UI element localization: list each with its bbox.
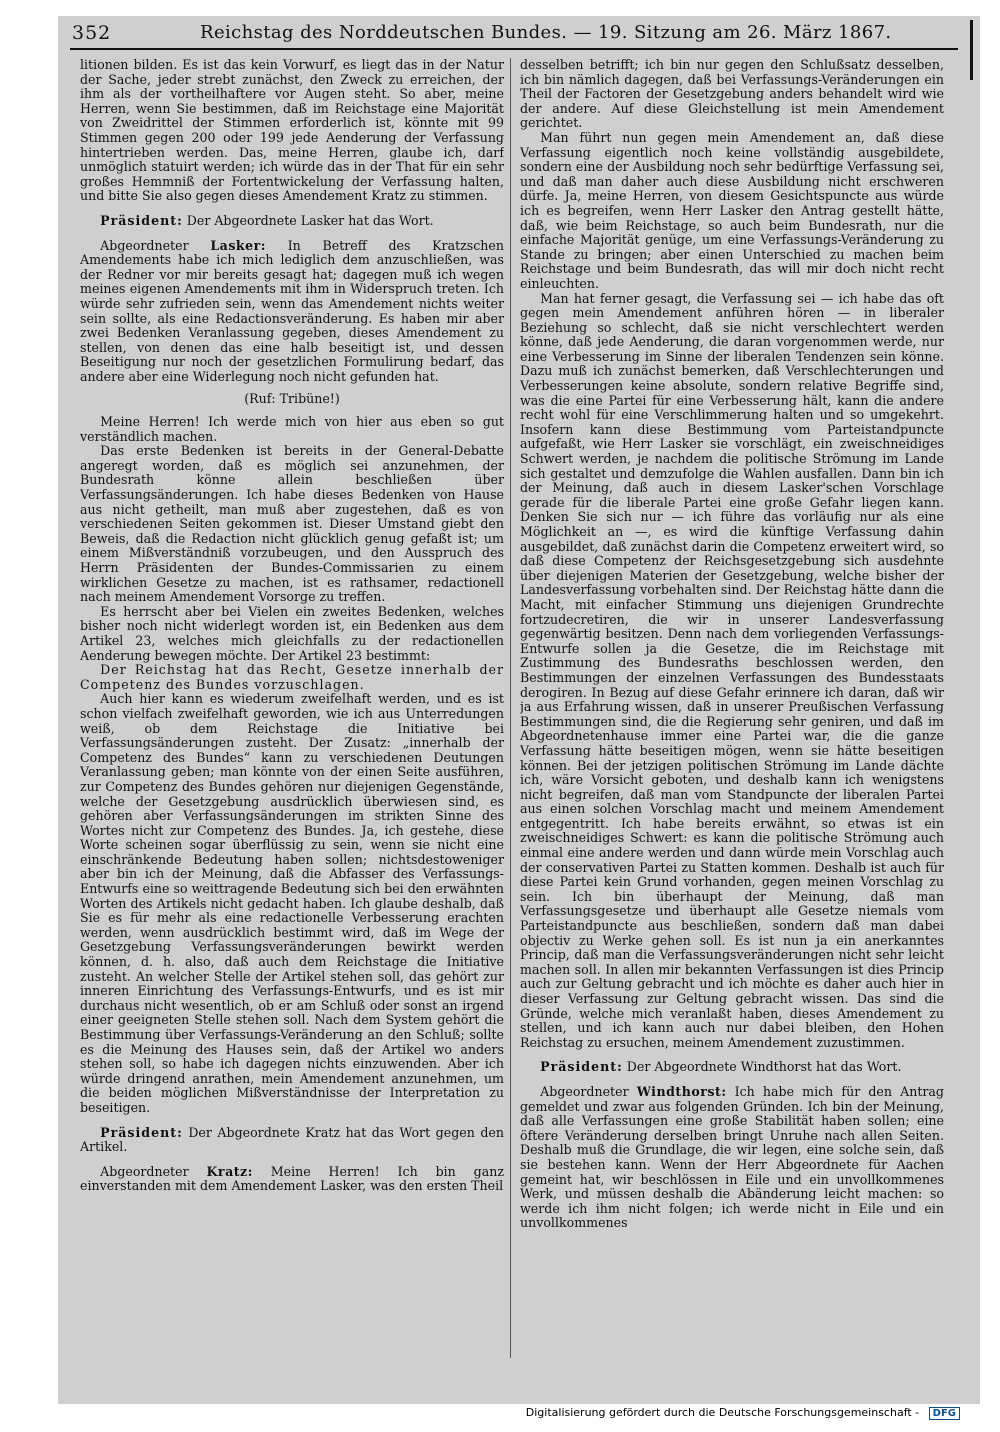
running-title: Reichstag des Norddeutschen Bundes. — 19. Sitzung am 26. März 1867. [200, 22, 892, 43]
speaker-prefix: Abgeordneter [100, 237, 189, 253]
column-divider [510, 58, 511, 1358]
header-rule [70, 48, 958, 50]
dfg-logo-icon: DFG [929, 1407, 960, 1420]
speaker-label: Präsident: [540, 1059, 623, 1075]
president-statement [80, 1126, 504, 1155]
interjection: (Ruf: Tribüne!) [244, 391, 340, 407]
left-column [80, 58, 504, 1378]
paragraph: desselben betrifft; ich bin nur gegen den Schlußsatz desselben, ich bin nämlich dagegen, daß bei Verfassungs-Veränderungen ein Theil der Factoren der Gesetzgebung anders behandelt wird wie der andere. Auf diese Gleichstellung ist mein Amendement gerichtet. [520, 58, 944, 131]
paragraph: Man führt nun gegen mein Amendement an, daß diese Verfassung eigentlich noch keine vollständig ausgebildete, sondern eine der Ausbildung noch sehr bedürftige Verfassung sei, und daß man daher auch diese Ausbildung nicht erschweren dürfe. Ja, meine Herren, von diesem Gesichtspuncte aus würde ich es begreifen, wenn Herr Lasker den Antrag gestellt hätte, daß, wie beim Reichstage, so auch beim Bundesrath, nur die einfache Majorität genüge, um eine Verfassungs-Veränderung zu Stande zu bringen; aber einen Unterschied zu machen beim Reichstage und beim Bundesrath, das will mir doch nicht recht einleuchten. [520, 129, 944, 291]
statement-text: Der Abgeordnete Kratz hat das Wort gegen den Artikel. [80, 1124, 504, 1155]
speaker-name: Windthorst: [636, 1083, 727, 1099]
page-number: 352 [72, 22, 112, 44]
speech-text: Meine Herren! Ich bin ganz einverstanden mit dem Amendement Lasker, was den ersten Theil [80, 1163, 504, 1194]
paragraph: Meine Herren! Ich werde mich von hier aus eben so gut verständlich machen. [80, 414, 504, 444]
right-column [520, 58, 944, 1378]
paragraph: litionen bilden. Es ist das kein Vorwurf, es liegt das in der Natur der Sache, jeder strebt zunächst, den Zweck zu erreichen, der ihm als der vortheilhaftere vor Augen steht. So aber, meine Herren, wenn Sie bestimmen, daß im Reichstage eine Majorität von Zweidrittel der Stimmen erforderlich ist, könnte mit 99 Stimmen gegen 200 oder 199 jede Aenderung der Verfassung hintertrieben werden. Das, meine Herren, glaube ich, darf unmöglich statuirt werden; ich würde das in der That für ein sehr großes Hemmniß der Fortentwickelung der Verfassung halten, und bitte Sie also gegen dieses Amendement Kratz zu stimmen. [80, 58, 504, 204]
credit-text: Digitalisierung gefördert durch die Deutsche Forschungsgemeinschaft - [525, 1406, 920, 1419]
speaker-label: Präsident: [100, 212, 183, 228]
paragraph: Das erste Bedenken ist bereits in der General-Debatte angeregt worden, daß es möglich sei anzunehmen, der Bundesrath könne allein beschließen über Verfassungsänderungen. Ich habe dieses Bedenken von Hause aus nicht getheilt, man muß aber zugestehen, daß es von verschiedenen Seiten gekommen ist. Dieser Umstand giebt den Beweis, daß die Redaction nicht glücklich genug gefaßt ist; um einem Mißverständniß vorzubeugen, und den Ausspruch des Herrn Präsidenten der Bundes-Commissarien zu einem wirklichen Gesetze zu machen, ist es rathsamer, redactionell nach meinem Amendement Vorsorge zu treffen. [80, 443, 504, 605]
speech-paragraph [520, 1085, 944, 1231]
president-statement [80, 214, 504, 229]
speech-text: In Betreff des Kratzschen Amendements habe ich mich lediglich dem anzuschließen, was der Redner vor mir bereits gesagt hat; dagegen muß ich wegen meines eigenen Amendements mit ihm in Widerspruch treten. Ich würde sehr zufrieden sein, wenn das Amendement nichts weiter sein sollte, als eine Redactionsveränderung. Es haben mir aber zwei Bedenken Veranlassung gegeben, dieses Amendement zu stellen, von denen das eine halb beseitigt ist, und dessen Beseitigung nur noch der gesetzlichen Formulirung bedarf, das andere aber eine Widerlegung noch nicht gefunden hat. [80, 237, 504, 384]
page-edge-mark [970, 20, 973, 80]
speech-text: Ich habe mich für den Antrag gemeldet und zwar aus folgenden Gründen. Ich bin der Meinung, daß alle Verfassungen eine große Stabilität haben sollen; eine öftere Veränderung derselben bringt Unruhe nach allen Seiten. Deshalb muß die Grundlage, die wir legen, eine solche sein, daß sie bestehen kann. Wenn der Herr Abgeordnete für Aachen gemeint hat, wir beschlössen in Eile und ein unvollkommenes Werk, und müssen deshalb die Abänderung leicht machen: so werde ich ihm nicht folgen; ich werde nicht in Eile und ein unvollkommenes [520, 1083, 944, 1231]
speaker-prefix: Abgeordneter [100, 1163, 189, 1179]
digitization-credit [526, 1406, 960, 1420]
speech-paragraph [80, 1165, 504, 1194]
president-statement [520, 1060, 944, 1075]
speaker-label: Präsident: [100, 1124, 183, 1140]
speech-paragraph [80, 239, 504, 385]
paragraph: Es herrscht aber bei Vielen ein zweites Bedenken, welches bisher noch nicht widerlegt worden ist, ein Bedenken aus dem Artikel 23, welches mich gleichfalls zu der redactionellen Aenderung bewegen möchte. Der Artikel 23 bestimmt: [80, 603, 504, 663]
speaker-prefix: Abgeordneter [540, 1083, 629, 1099]
statement-text: Der Abgeordnete Lasker hat das Wort. [186, 212, 434, 228]
quoted-article: Der Reichstag hat das Recht, Gesetze innerhalb der Competenz des Bundes vorzuschlagen. [80, 662, 504, 692]
paragraph: Man hat ferner gesagt, die Verfassung sei — ich habe das oft gegen mein Amendement anführen hören — in liberaler Beziehung so schlecht, daß sie nicht verschlechtert werden könne, daß jede Aenderung, die daran vorgenommen werde, nur eine Verbesserung im Sinne der liberalen Tendenzen sein könne. Dazu muß ich zunächst bemerken, daß Verschlechterungen und Verbesserungen keine absolute, sondern relative Begriffe sind, was die eine Partei für eine Verbesserung hält, kann die andere recht wohl für eine Verschlimmerung halten und so umgekehrt. Insofern kann diese Bestimmung vom Parteistandpuncte aufgefaßt, wie Herr Lasker sie vorschlägt, ein zweischneidiges Schwert werden, je nachdem die politische Strömung im Lande sich gestaltet und demzufolge die Wahlen ausfallen. Dann bin ich der Meinung, daß auch in diesem Lasker'schen Vorschlage gerade für die liberale Partei eine große Gefahr liegen kann. Denken Sie sich nur — ich führe das vorläufig nur als eine Möglichkeit an —, es wird die künftige Verfassung dahin ausgebildet, daß zunächst darin die Competenz erweitert wird, so daß diese Competenz der Reichsgesetzgebung sich ausdehnte über diejenigen Materien der Gesetzgebung, welche bisher der Landesverfassung vorbehalten sind. Der Reichstag hätte dann die Macht, mit einfacher Stimmung uns diejenigen Grundrechte fortzudecretiren, die wir in unserer Landesverfassung gegenwärtig besitzen. Denn nach dem vorliegenden Verfassungs-Entwurfe sollen ja die Gesetze, die im Reichstage mit Zustimmung des Bundesraths beschlossen werden, den Bestimmungen der einzelnen Verfassungen des Bundesstaats derogiren. In Bezug auf diese Gefahr erinnere ich daran, daß wir ja aus Erfahrung wissen, daß in unserer Preußischen Verfassung Bestimmungen sind, die die Regierung sehr geniren, und daß im Abgeordnetenhause immer eine Partei war, die die ganze Verfassung hätte beseitigen mögen, wenn sie hätte beseitigen können. Bei der jetzigen politischen Strömung im Lande dächte ich, wäre Vorsicht geboten, und deshalb kann ich wenigstens nicht begreifen, daß man vom Standpuncte der liberalen Partei aus einen solchen Vorschlag macht und meinem Amendement entgegentritt. Ich habe bereits erwähnt, so etwas ist ein zweischneidiges Schwert: es kann die politische Strömung auch einmal eine andere werden und dann würde mein Vorschlag auch der conservativen Partei zu Statten kommen. Deshalb ist auch für diese Partei kein Grund vorhanden, gegen meinen Vorschlag zu sein. Ich bin überhaupt der Meinung, daß man Verfassungsgesetze und überhaupt alle Gesetze niemals vom Parteistandpuncte aus beschließen, sondern daß man dabei objectiv zu Werke gehen soll. Es ist nun ja ein anerkanntes Princip, daß man die Verfassungsveränderungen nicht sehr leicht machen soll. In allen mir bekannten Verfassungen ist dies Princip auch zur Geltung gebracht und ich möchte es daher auch hier in dieser Verfassung zur Geltung gebracht wissen. Das sind die Gründe, welche mich veranlaßt haben, dieses Amendement zu stellen, und ich kann auch nur dabei bleiben, den Hohen Reichstag zu ersuchen, meinem Amendement zuzustimmen. [520, 290, 944, 1050]
speaker-name: Lasker: [210, 237, 266, 253]
paragraph: Auch hier kann es wiederum zweifelhaft werden, und es ist schon vielfach zweifelhaft geworden, wie ich aus Unterredungen weiß, ob dem Reichstage die Initiative bei Verfassungsänderungen zusteht. Der Zusatz: „innerhalb der Competenz des Bundes“ kann zu verschiedenen Deutungen Veranlassung geben; man könnte von der einen Seite ausführen, zur Competenz des Bundes gehören nur diejenigen Gegenstände, welche der Gesetzgebung ausdrücklich überwiesen sind, es gehören aber Verfassungsänderungen im strikten Sinne des Wortes nicht zur Competenz des Bundes. Ja, ich gestehe, diese Worte scheinen sogar überflüssig zu sein, wenn sie nicht eine einschränkende Bedeutung haben sollen; nichtsdestoweniger aber bin ich der Meinung, daß die Abfasser des Verfassungs-Entwurfs eine so weittragende Bedeutung sich bei den erwähnten Worten des Artikels nicht gedacht haben. Ich glaube deshalb, daß Sie es für mehr als eine redactionelle Verbesserung erachten werden, wenn ausdrücklich bestimmt wird, daß im Wege der Gesetzgebung Verfassungsveränderungen bewirkt werden können, d. h. also, daß auch dem Reichstage die Initiative zusteht. An welcher Stelle der Artikel stehen soll, das gehört zur inneren Einrichtung des Verfassungs-Entwurfs, und es ist mir durchaus nicht wesentlich, ob er am Schluß oder sonst an irgend einer geeigneten Stelle stehen soll. Nach dem System gehört die Bestimmung über Verfassungs-Veränderung an den Schluß; sollte es die Meinung des Hauses sein, daß der Artikel wo anders stehen soll, so habe ich dagegen nichts einzuwenden. Aber ich würde dringend anrathen, mein Amendement anzunehmen, um die beiden möglichen Mißverständnisse der Interpretation zu beseitigen. [80, 691, 504, 1115]
statement-text: Der Abgeordnete Windthorst hat das Wort. [626, 1059, 902, 1075]
speaker-name: Kratz: [206, 1163, 253, 1179]
